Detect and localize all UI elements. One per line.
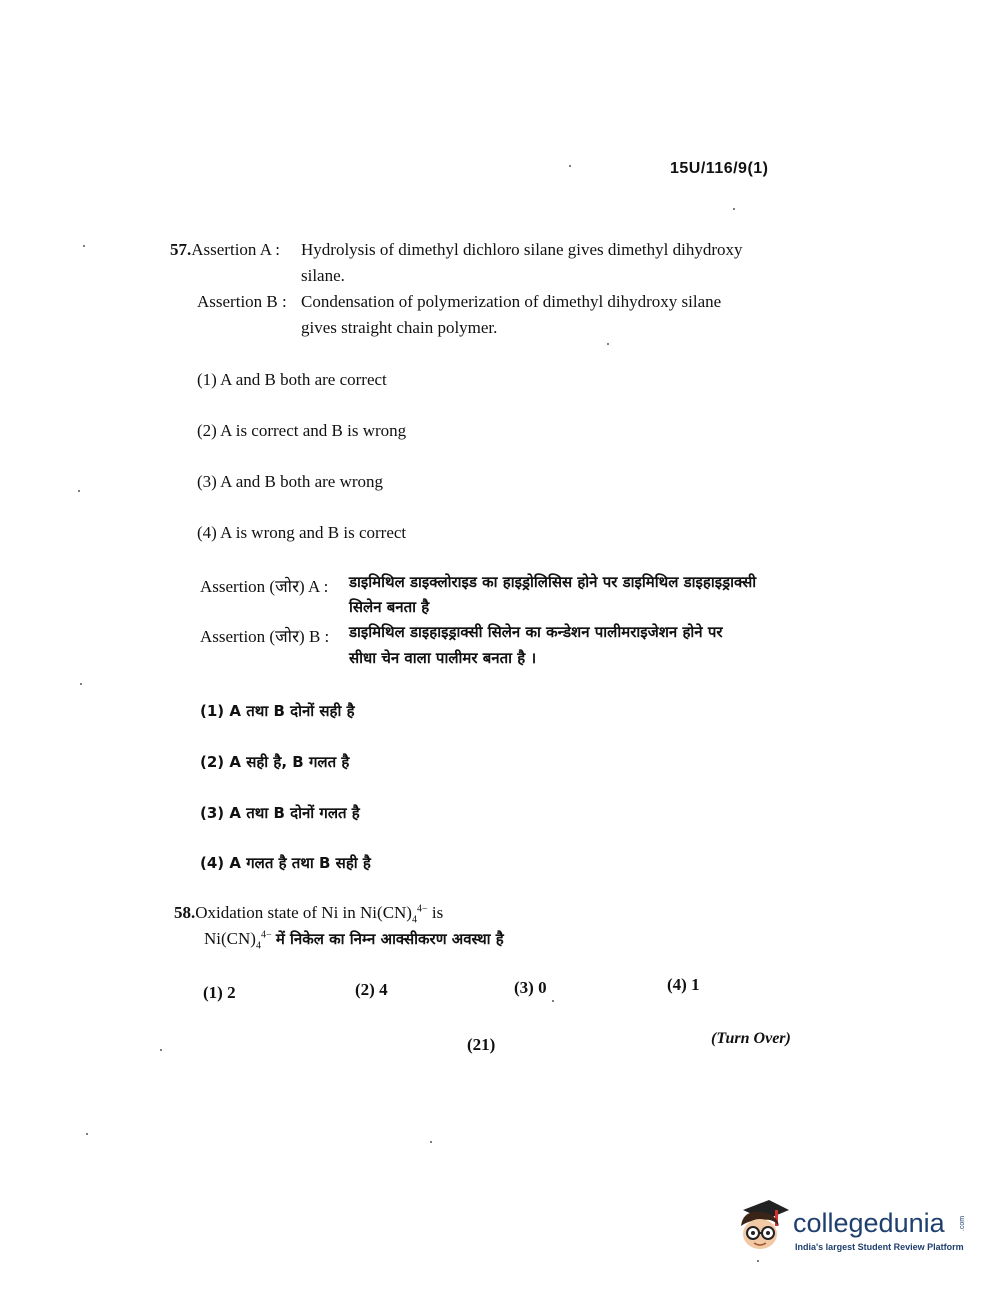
q57-hi-option-3: (3) A तथा B दोनों गलत है [200, 804, 360, 822]
scan-speck [83, 245, 85, 247]
scan-speck [430, 1141, 432, 1143]
scan-speck [607, 343, 609, 345]
scan-speck [80, 683, 82, 685]
formula-sub: 4 [255, 940, 261, 952]
hi-assertion-b-line1: डाइमिथिल डाइहाइड्राक्सी सिलेन का कन्डेशन पालीमराइजेशन होने पर [349, 623, 723, 641]
q58-stem-hi [204, 929, 504, 951]
scan-speck [757, 1260, 759, 1262]
q58-option-1: (1) 2 [203, 983, 236, 1002]
hi-assertion-b-label: Assertion (जोर) B : [200, 627, 330, 646]
page-number: (21) [467, 1035, 496, 1054]
paper-code: 15U/116/9(1) [670, 160, 769, 177]
assertion-a-label: Assertion A : [191, 240, 281, 259]
q57-label-a [170, 240, 280, 260]
hi-assertion-a-line2: सिलेन बनता है [349, 598, 430, 616]
formula-base: Ni(CN) [360, 903, 412, 922]
q57-option-4: (4) A is wrong and B is correct [197, 523, 407, 542]
scan-speck [160, 1049, 162, 1051]
q58-option-4: (4) 1 [667, 975, 700, 994]
assertion-b-label: Assertion B : [197, 292, 287, 311]
mascot-icon [733, 1196, 793, 1256]
hi-assertion-a-line1: डाइमिथिल डाइक्लोराइड का हाइड्रोलिसिस होने पर डाइमिथिल डाइहाइड्राक्सी [349, 573, 757, 591]
scan-speck [78, 490, 80, 492]
hi-assertion-a-label: Assertion (जोर) A : [200, 577, 329, 596]
formula-sup: 4− [260, 929, 272, 941]
collegedunia-watermark [733, 1196, 967, 1260]
q58-is: is [431, 903, 444, 922]
q57-option-1: (1) A and B both are correct [197, 370, 387, 389]
formula [204, 929, 272, 952]
scan-speck [552, 1000, 554, 1002]
assertion-a-line2: silane. [301, 266, 345, 285]
question-number: 57. [170, 240, 192, 259]
brand-tagline: India's largest Student Review Platform [795, 1242, 964, 1252]
brand-name: collegedunia [793, 1208, 945, 1238]
q58-text-en: Oxidation state of Ni in [195, 903, 356, 922]
q57-hi-option-4: (4) A गलत है तथा B सही है [200, 854, 371, 872]
formula-sub: 4 [411, 914, 417, 926]
formula-sup: 4− [416, 903, 428, 915]
assertion-b-line1: Condensation of polymerization of dimethyl dihydroxy silane [301, 292, 722, 311]
assertion-b-line2: gives straight chain polymer. [301, 318, 498, 337]
hi-assertion-b-line2: सीधा चेन वाला पालीमर बनता है । [349, 649, 537, 667]
q58-option-2: (2) 4 [355, 980, 388, 999]
q57-option-2: (2) A is correct and B is wrong [197, 421, 407, 440]
scan-speck [86, 1133, 88, 1135]
q58-stem-en [174, 903, 443, 925]
q57-option-3: (3) A and B both are wrong [197, 472, 384, 491]
brand-domain: .com [959, 1215, 967, 1232]
scan-speck [733, 208, 735, 210]
q58-option-3: (3) 0 [514, 978, 547, 997]
scan-speck [569, 165, 571, 167]
turn-over: (Turn Over) [711, 1030, 791, 1047]
formula [360, 903, 428, 926]
q57-hi-option-2: (2) A सही है, B गलत है [200, 753, 350, 771]
q58-text-hi: में निकेल का निम्न आक्सीकरण अवस्था है [275, 930, 504, 948]
assertion-a-line1: Hydrolysis of dimethyl dichloro silane gives dimethyl dihydroxy [301, 240, 743, 259]
formula-base: Ni(CN) [204, 929, 256, 948]
question-number: 58. [174, 903, 196, 922]
q57-hi-option-1: (1) A तथा B दोनों सही है [200, 702, 355, 720]
